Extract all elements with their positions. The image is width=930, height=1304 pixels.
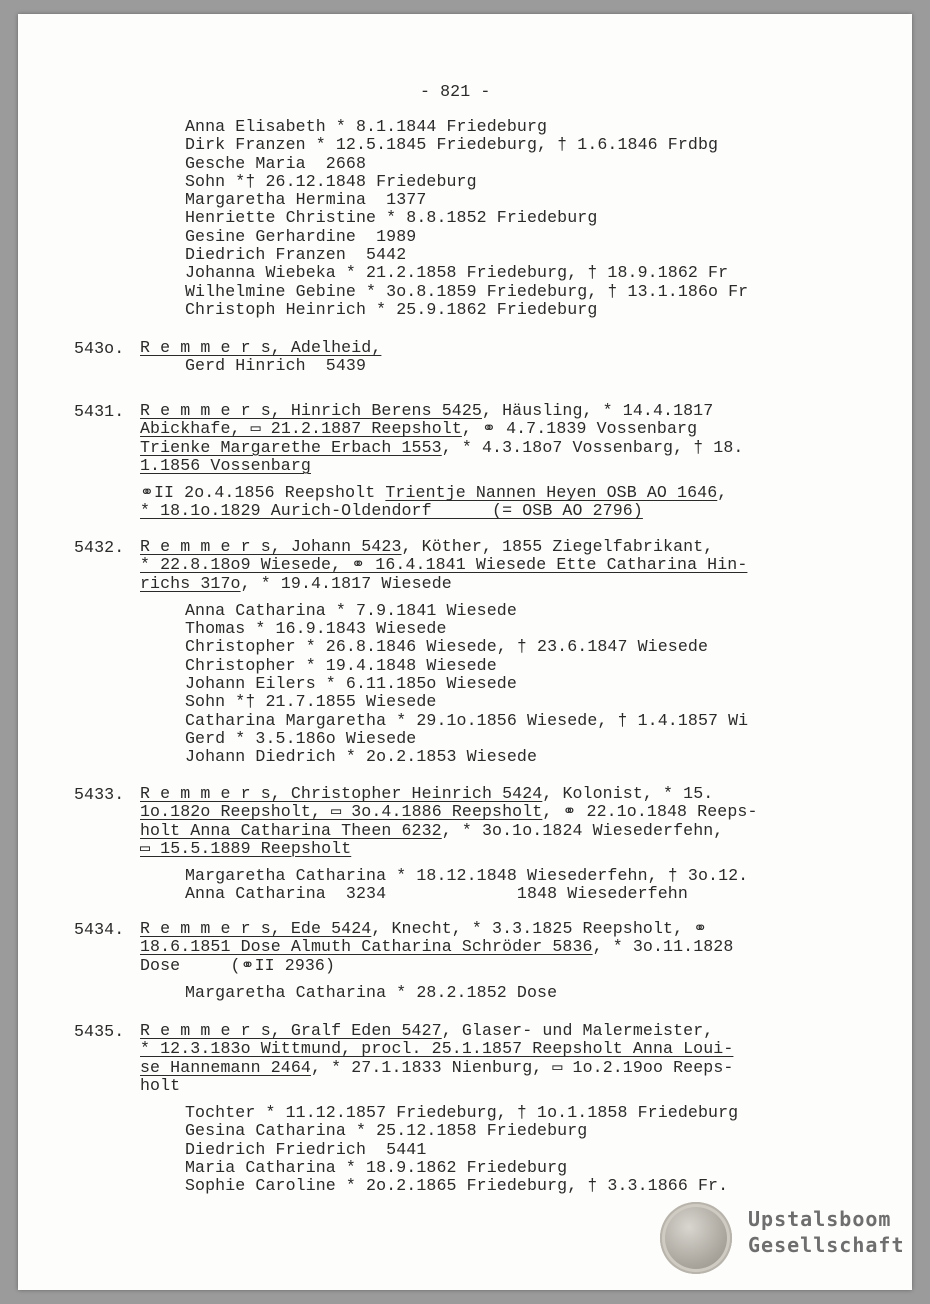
logo-text xyxy=(748,1206,918,1258)
entry-line xyxy=(140,439,820,457)
entry-plain-text: , * 27.1.1833 Nienburg, ▭ 1o.2.19oo Reeps- xyxy=(310,1057,734,1077)
entry-line xyxy=(140,938,820,956)
entry-underlined-text: richs 317o xyxy=(140,573,241,593)
entry-line xyxy=(140,840,820,858)
child-line: Diedrich Friedrich 5441 xyxy=(185,1139,427,1159)
logo-line-1: Upstalsboom xyxy=(748,1207,892,1231)
entry-text xyxy=(140,785,820,904)
entry-number: 5433. xyxy=(74,785,125,804)
entry-underlined-text: 1.1856 Vossenbarg xyxy=(140,455,311,475)
entry-underlined-text: ▭ 15.5.1889 Reepsholt xyxy=(140,838,352,858)
entry-underlined-text: Abickhafe, ▭ 21.2.1887 Reepsholt xyxy=(140,419,462,439)
entry-underlined-text: R e m m e r s, Johann 5423 xyxy=(140,537,402,556)
entry-line xyxy=(140,1059,820,1077)
remarriage-line xyxy=(140,502,820,520)
child-line: Johann Eilers * 6.11.185o Wiesede xyxy=(185,674,517,694)
children-list xyxy=(140,984,820,1002)
entry-underlined-text: R e m m e r s, Christopher Heinrich 5424 xyxy=(140,784,543,803)
entry-plain-text: , * 4.3.18o7 Vossenbarg, † 18. xyxy=(441,437,744,457)
entry-underlined-text: R e m m e r s, Gralf Eden 5427 xyxy=(140,1021,442,1040)
child-line: Anna Catharina 3234 1848 Wiesederfehn xyxy=(185,884,688,904)
entry-line xyxy=(140,339,820,357)
child-line: Margaretha Catharina * 18.12.1848 Wiesederfehn, † 3o.12. xyxy=(185,866,749,886)
society-logo xyxy=(660,1202,914,1274)
entry-underlined-text: Trienke Margarethe Erbach 1553 xyxy=(140,437,442,457)
child-line: Gesine Gerhardine 1989 xyxy=(185,226,417,246)
entry-plain-text: , xyxy=(717,483,728,503)
document-page xyxy=(18,14,912,1290)
entry-line xyxy=(140,803,820,821)
entry-underlined-text: * 22.8.18o9 Wiesede, ⚭ 16.4.1841 Wiesede Ette Catharina Hin- xyxy=(140,555,748,575)
entry-number: 5434. xyxy=(74,920,125,939)
entry-plain-text: , * 19.4.1817 Wiesede xyxy=(240,573,452,593)
child-line: Christopher * 19.4.1848 Wiesede xyxy=(185,655,497,675)
child-line: Christopher * 26.8.1846 Wiesede, † 23.6.1847 Wiesede xyxy=(185,637,709,657)
entry-line xyxy=(140,1077,820,1095)
child-line: Sophie Caroline * 2o.2.1865 Friedeburg, † 3.3.1866 Fr. xyxy=(185,1176,729,1196)
child-line: Thomas * 16.9.1843 Wiesede xyxy=(185,619,447,639)
entry-number: 5431. xyxy=(74,402,125,421)
entry-line xyxy=(140,556,820,574)
entry-text xyxy=(140,402,820,521)
entry-plain-text: ⚭II 2o.4.1856 Reepsholt xyxy=(140,483,386,503)
document-body xyxy=(18,14,912,1290)
entry-plain-text: , Glaser- und Malermeister, xyxy=(441,1021,714,1040)
entry-underlined-text: R e m m e r s, Ede 5424 xyxy=(140,919,372,938)
entry-plain-text: , ⚭ 4.7.1839 Vossenbarg xyxy=(461,419,698,439)
entry-plain-text: , Häusling, * 14.4.1817 xyxy=(481,401,714,420)
child-line: Anna Catharina * 7.9.1841 Wiesede xyxy=(185,600,517,620)
child-line: Diedrich Franzen 5442 xyxy=(185,245,407,265)
entry-text xyxy=(140,1022,820,1196)
logo-line-2: Gesellschaft xyxy=(748,1233,905,1257)
entry-line xyxy=(140,1040,820,1058)
child-line: Sohn *† 21.7.1855 Wiesede xyxy=(185,692,437,712)
entry-line xyxy=(140,457,820,475)
child-line: Gesche Maria 2668 xyxy=(185,153,367,173)
page-number: - 821 - xyxy=(420,82,491,101)
entry-underlined-text: se Hannemann 2464 xyxy=(140,1057,311,1077)
child-line: Gerd * 3.5.186o Wiesede xyxy=(185,728,417,748)
entry-underlined-text: Trientje Nannen Heyen OSB AO 1646 xyxy=(385,483,718,503)
entry-underlined-text: * 12.3.183o Wittmund, procl. 25.1.1857 Reepsholt Anna Loui- xyxy=(140,1039,734,1059)
child-line: Wilhelmine Gebine * 3o.8.1859 Friedeburg, † 13.1.186o Fr xyxy=(185,281,749,301)
child-line: Sohn *† 26.12.1848 Friedeburg xyxy=(185,171,477,191)
entry-plain-text: Dose (⚭II 2936) xyxy=(140,955,336,975)
entry-underlined-text: R e m m e r s, Hinrich Berens 5425 xyxy=(140,401,482,420)
entry-plain-text: , * 3o.1o.1824 Wiesederfehn, xyxy=(441,820,724,840)
entry-underlined-text: 1o.182o Reepsholt, ▭ 3o.4.1886 Reepsholt xyxy=(140,802,543,822)
children-list xyxy=(140,1104,820,1195)
seal-emblem-icon xyxy=(660,1202,732,1274)
child-line: Maria Catharina * 18.9.1862 Friedeburg xyxy=(185,1158,568,1178)
child-line: Christoph Heinrich * 25.9.1862 Friedeburg xyxy=(185,299,598,319)
entry-underlined-text: * 18.1o.1829 Aurich-Oldendorf (= OSB AO 2796) xyxy=(140,501,643,521)
entry-line xyxy=(140,957,820,975)
entry-line xyxy=(140,575,820,593)
entry-text xyxy=(140,538,820,767)
entry-line xyxy=(140,785,820,803)
entry-line xyxy=(140,538,820,556)
entry-line xyxy=(140,402,820,420)
child-line: Gerd Hinrich 5439 xyxy=(185,356,367,376)
entry-text xyxy=(140,339,820,376)
entry-text xyxy=(140,920,820,1002)
entry-line xyxy=(140,1022,820,1040)
entry-line xyxy=(140,920,820,938)
entry-plain-text: holt xyxy=(140,1075,181,1095)
entry-line xyxy=(140,822,820,840)
entry-underlined-text: R e m m e r s, Adelheid, xyxy=(140,338,382,357)
child-line: Margaretha Catharina * 28.2.1852 Dose xyxy=(185,982,558,1002)
children-list xyxy=(140,357,820,375)
entry-plain-text: , Kolonist, * 15. xyxy=(542,784,714,803)
child-line: Dirk Franzen * 12.5.1845 Friedeburg, † 1.6.1846 Frdbg xyxy=(185,135,719,155)
child-line: Johanna Wiebeka * 21.2.1858 Friedeburg, † 18.9.1862 Fr xyxy=(185,263,729,283)
remarriage-line xyxy=(140,484,820,502)
entry-plain-text: , Köther, 1855 Ziegelfabrikant, xyxy=(401,537,714,556)
entry-underlined-text: 18.6.1851 Dose Almuth Catharina Schröder 5836 xyxy=(140,937,593,957)
children-list xyxy=(140,867,820,904)
child-line: Johann Diedrich * 2o.2.1853 Wiesede xyxy=(185,747,538,767)
entry-underlined-text: holt Anna Catharina Theen 6232 xyxy=(140,820,442,840)
entry-plain-text: , Knecht, * 3.3.1825 Reepsholt, ⚭ xyxy=(371,919,708,938)
child-line: Gesina Catharina * 25.12.1858 Friedeburg xyxy=(185,1121,588,1141)
child-line: Catharina Margaretha * 29.1o.1856 Wiesede, † 1.4.1857 Wi xyxy=(185,710,749,730)
entry-plain-text: , * 3o.11.1828 xyxy=(592,937,734,957)
child-line: Henriette Christine * 8.8.1852 Friedeburg xyxy=(185,208,598,228)
entry-number: 5432. xyxy=(74,538,125,557)
child-line: Tochter * 11.12.1857 Friedeburg, † 1o.1.1858 Friedeburg xyxy=(185,1103,739,1123)
entry-number: 543o. xyxy=(74,339,125,358)
child-line: Margaretha Hermina 1377 xyxy=(185,190,427,210)
children-list-top xyxy=(185,118,748,319)
entry-number: 5435. xyxy=(74,1022,125,1041)
child-line: Anna Elisabeth * 8.1.1844 Friedeburg xyxy=(185,117,548,136)
entry-line xyxy=(140,420,820,438)
entry-plain-text: , ⚭ 22.1o.1848 Reeps- xyxy=(542,802,758,822)
children-list xyxy=(140,602,820,767)
